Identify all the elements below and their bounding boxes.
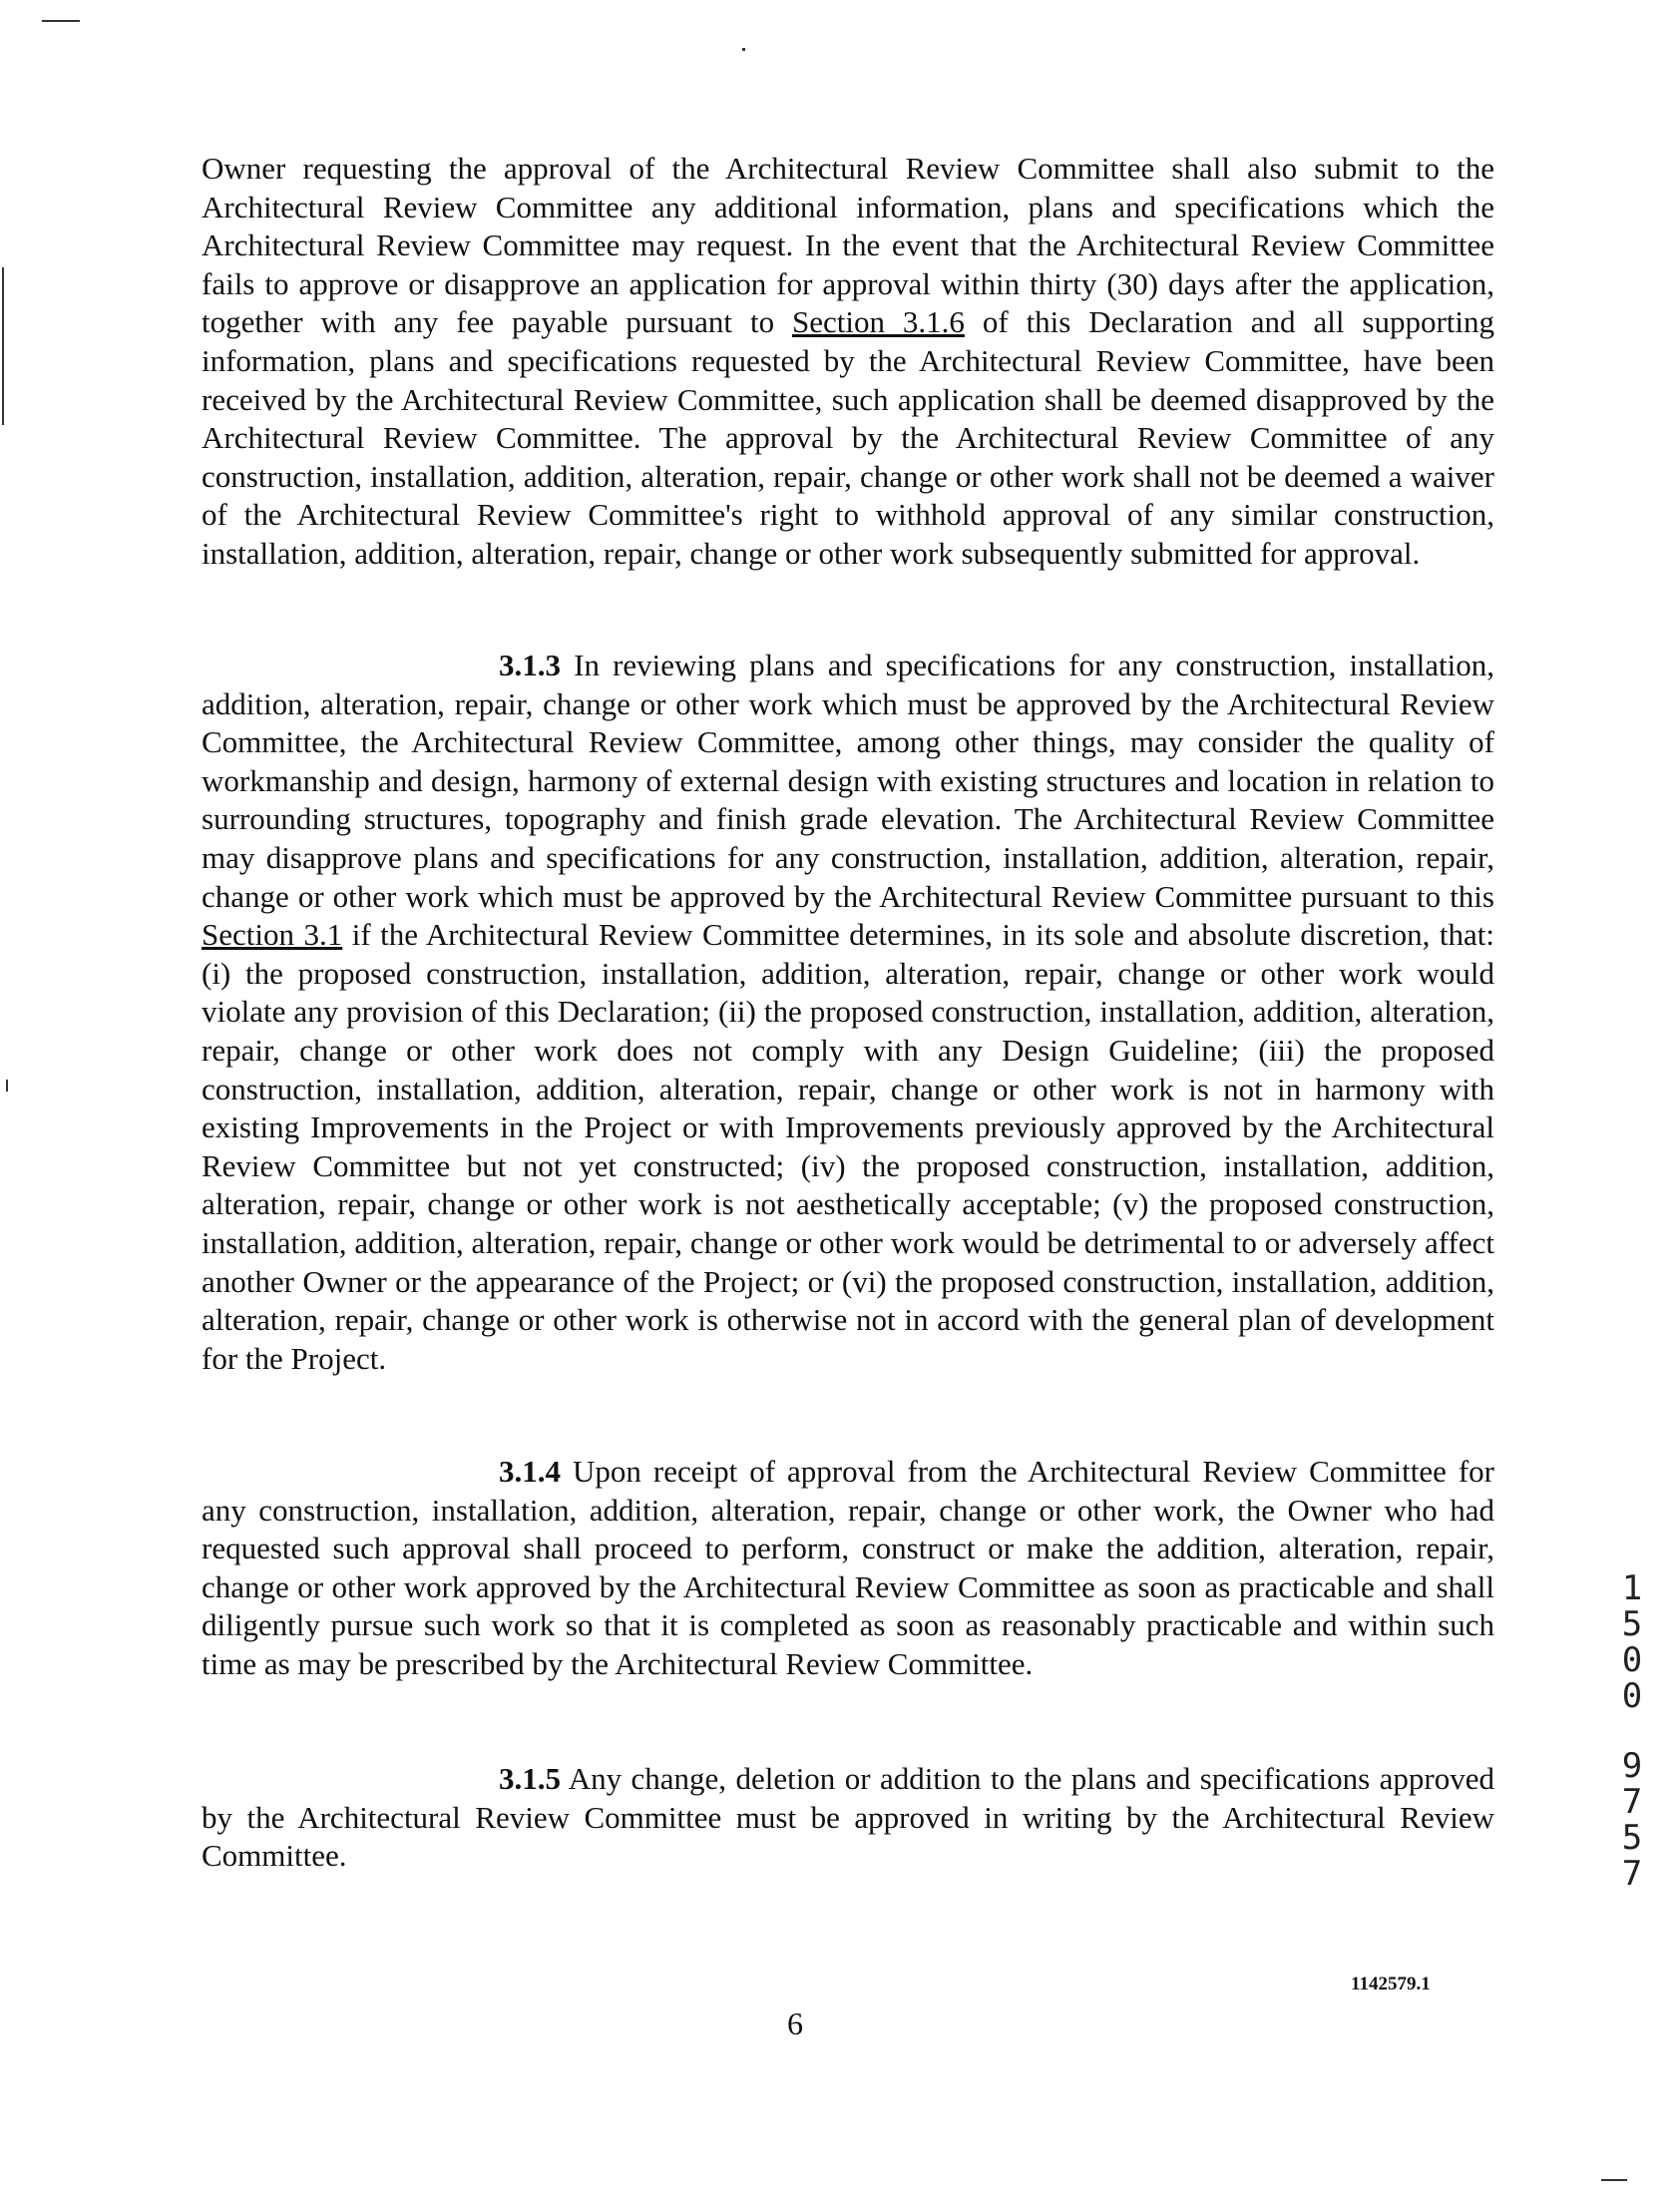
scan-mark	[742, 48, 745, 51]
stamp-digit: 5	[1621, 1818, 1643, 1858]
section-number: 3.1.4	[499, 1454, 561, 1489]
paragraph-text: of this Declaration and all supporting information, plans and specifications requested by the Architectural Review Committee, have been received by the Architectural Review Committee, such application shall be deemed disapproved by the Architectural Review Committee. The approval by the Architectural Review Committee of any construction, installation, addition, alteration, repair, change or other work shall not be deemed a waiver of the Architectural Review Committee's right to withhold approval of any similar construction, installation, addition, alteration, repair, change or other work subsequently submitted for approval.	[202, 304, 1494, 571]
paragraph-continuation	[202, 150, 1494, 574]
paragraph-text: Owner requesting the approval of the Architectural Review Committee shall also submit to the Architectural Review Committee any additional information, plans and specifications which the Architectural Review Committee may request. In the event that the Architectural Review Committee fails to approve or disapprove an application for approval within thirty (30) days after the application, together with any fee payable pursuant to	[202, 151, 1494, 340]
stamp-digit: 0	[1621, 1640, 1643, 1680]
section-reference: Section 3.1.6	[792, 304, 965, 340]
paragraph-text: Any change, deletion or addition to the plans and specifications approved by the Architectural Review Committee must be approved in writing by the Architectural Review Committee.	[202, 1761, 1494, 1874]
section-3-1-4	[202, 1453, 1494, 1684]
section-3-1-5	[202, 1760, 1494, 1876]
stamp-digit: 7	[1621, 1782, 1643, 1822]
scan-mark	[42, 20, 80, 22]
scan-mark	[6, 1080, 8, 1092]
paragraph-text: if the Architectural Review Committee determines, in its sole and absolute discretion, that: (i) the proposed construction, installation, addition, alteration, repair, change or other work would violate any provision of this Declaration; (ii) the proposed construction, installation, addition, alteration, repair, change or other work does not comply with any Design Guideline; (iii) the proposed construction, installation, addition, alteration, repair, change or other work is not in harmony with existing Improvements in the Project or with Improvements previously approved by the Architectural Review Committee but not yet constructed; (iv) the proposed construction, installation, addition, alteration, repair, change or other work is not aesthetically acceptable; (v) the proposed construction, installation, addition, alteration, repair, change or other work would be detrimental to or adversely affect another Owner or the appearance of the Project; or (vi) the proposed construction, installation, addition, alteration, repair, change or other work is otherwise not in accord with the general plan of development for the Project.	[202, 917, 1494, 1376]
scan-mark	[2, 267, 4, 425]
stamp-digit: 9	[1621, 1746, 1643, 1786]
stamp-digit: 1	[1621, 1568, 1643, 1608]
page-number: 6	[787, 2005, 803, 2041]
section-number: 3.1.5	[499, 1761, 561, 1796]
paragraph-text: Upon receipt of approval from the Architectural Review Committee for any construction, installation, addition, alteration, repair, change or other work, the Owner who had requested such approval shall proceed to perform, construct or make the addition, alteration, repair, change or other work approved by the Architectural Review Committee as soon as practicable and shall diligently pursue such work so that it is completed as soon as reasonably practicable and within such time as may be prescribed by the Architectural Review Committee.	[202, 1454, 1494, 1681]
document-id: 1142579.1	[1351, 1974, 1431, 1994]
section-number: 3.1.3	[499, 648, 561, 682]
section-reference: Section 3.1	[202, 917, 343, 953]
margin-stamp	[1612, 1570, 1652, 1892]
section-3-1-3	[202, 647, 1494, 1378]
stamp-digit: 7	[1621, 1854, 1643, 1894]
paragraph-text: In reviewing plans and specifications for any construction, installation, addition, alteration, repair, change or other work which must be approved by the Architectural Review Committee, the Architectural Review Committee, among other things, may consider the quality of workmanship and design, harmony of external design with existing structures and location in relation to surrounding structures, topography and finish grade elevation. The Architectural Review Committee may disapprove plans and specifications for any construction, installation, addition, alteration, repair, change or other work which must be approved by the Architectural Review Committee pursuant to this	[202, 648, 1494, 914]
scan-mark	[1601, 2179, 1627, 2181]
stamp-digit: 5	[1621, 1604, 1643, 1644]
stamp-digit: 0	[1621, 1676, 1643, 1716]
